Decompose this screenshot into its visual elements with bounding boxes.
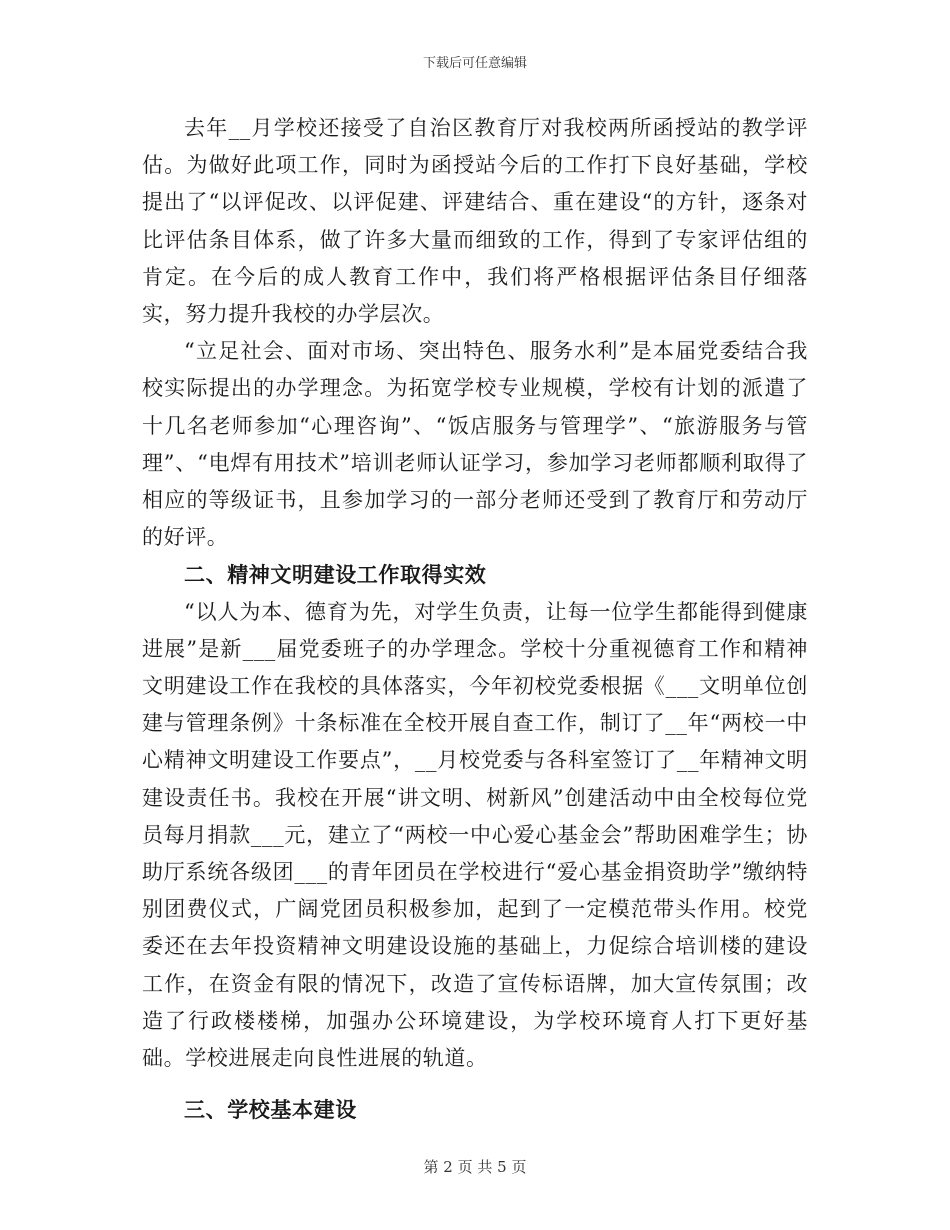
section-heading-infrastructure: 三、学校基本建设: [184, 1097, 357, 1123]
paragraph-spiritual: “以人为本、德育为先，对学生负责，让每一位学生都能得到健康进展”是新___届党委班子的办学理念。学校十分重视德育工作和精神文明建设工作在我校的具体落实，今年初校党委根据《___文明单位创建与管理条例》十条标准在全校开展自查工作，制订了__年“两校一中心精神文明建设工作要点”，__月校党委与各科室签订了__年精神文明建设责任书。我校在开展“讲文明、树新风”创建活动中由全校每位党员每月捐款___元，建立了“两校一中心爱心基金会”帮助困难学生；协助厅系统各级团___的青年团员在学校进行“爱心基金捐资助学”缴纳特别团费仪式，广阔党团员积极参加，起到了一定模范带头作用。校党委还在去年投资精神文明建设设施的基础上，力促综合培训楼的建设工作，在资金有限的情况下，改造了宣传标语牌，加大宣传氛围；改造了行政楼楼梯，加强办公环境建设，为学校环境育人打下更好基础。学校进展走向良性进展的轨道。: [142, 599, 808, 1071]
page-footer-number: 第 2 页 共 5 页: [423, 1158, 527, 1176]
document-body: [142, 110, 808, 1128]
paragraph-philosophy: “立足社会、面对市场、突出特色、服务水利”是本届党委结合我校实际提出的办学理念。为拓宽学校专业规模，学校有计划的派遣了十几名老师参加“心理咨询”、“饭店服务与管理学”、“旅游服务与管理”、“电焊有用技术”培训老师认证学习，参加学习老师都顺利取得了相应的等级证书，且参加学习的一部分老师还受到了教育厅和劳动厅的好评。: [142, 339, 808, 550]
section-gap: [142, 1077, 808, 1091]
page-header-note: 下载后可任意编辑: [422, 56, 527, 71]
paragraph-evaluation: 去年__月学校还接受了自治区教育厅对我校两所函授站的教学评估。为做好此项工作，同时为函授站今后的工作打下良好基础，学校提出了“以评促改、以评促建、评建结合、重在建设“的方针，逐条对比评估条目体系，做了许多大量而细致的工作，得到了专家评估组的肯定。在今后的成人教育工作中，我们将严格根据评估条目仔细落实，努力提升我校的办学层次。: [142, 116, 808, 327]
section-heading-spiritual: 二、精神文明建设工作取得实效: [184, 562, 487, 588]
